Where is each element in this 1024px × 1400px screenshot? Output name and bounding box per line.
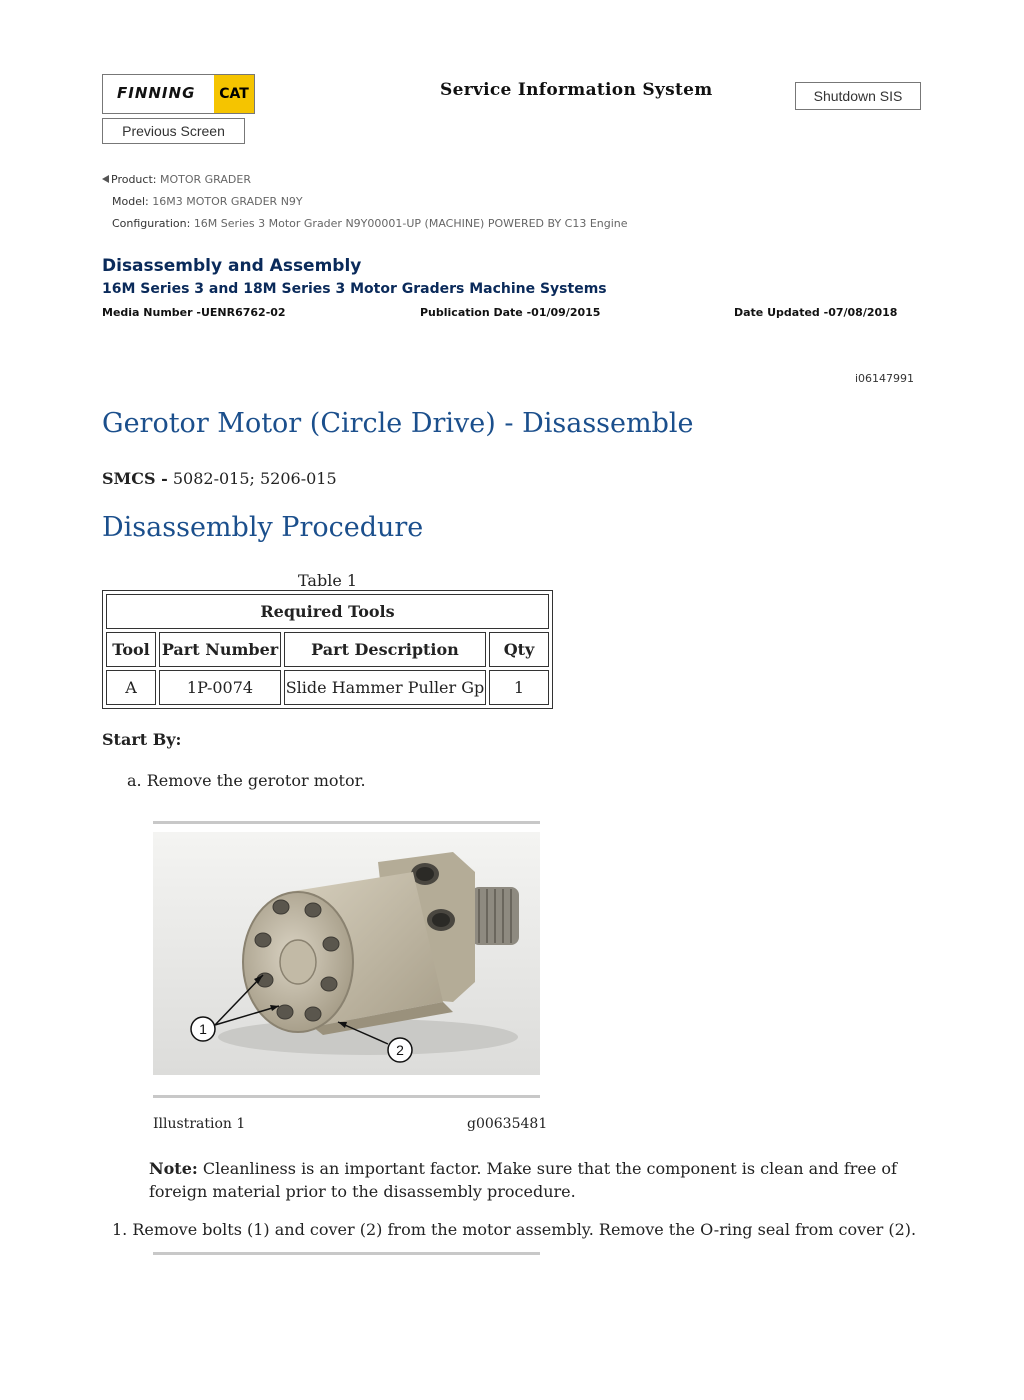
step-a: a. Remove the gerotor motor.	[127, 771, 366, 790]
start-by-label: Start By:	[102, 730, 182, 749]
table-header-part-number: Part Number	[159, 632, 281, 667]
step-1: 1. Remove bolts (1) and cover (2) from the motor assembly. Remove the O-ring seal from cover (2).	[112, 1220, 917, 1239]
product-label: Product:	[111, 173, 157, 186]
callout-1: 1	[199, 1021, 207, 1037]
table-cell-qty: 1	[489, 670, 549, 705]
publication-date: Publication Date -01/09/2015	[420, 306, 601, 319]
table-caption: Table 1	[298, 571, 358, 590]
table-cell-part-number: 1P-0074	[159, 670, 281, 705]
finning-logo-text: FINNING	[117, 84, 196, 102]
manual-subtitle: 16M Series 3 and 18M Series 3 Motor Graders Machine Systems	[102, 281, 607, 297]
previous-screen-button[interactable]: Previous Screen	[102, 118, 245, 144]
table-cell-part-description: Slide Hammer Puller Gp	[284, 670, 486, 705]
table-title: Required Tools	[106, 594, 549, 629]
model-label: Model:	[112, 195, 149, 208]
document-id: i06147991	[855, 372, 915, 385]
gerotor-motor-illustration	[153, 832, 540, 1075]
product-line	[102, 173, 251, 186]
illustration-top-rule	[153, 821, 540, 824]
model-value: 16M3 MOTOR GRADER N9Y	[152, 195, 303, 208]
callout-2: 2	[396, 1042, 404, 1058]
next-illustration-top-rule	[153, 1252, 540, 1255]
configuration-line	[112, 217, 628, 230]
configuration-value: 16M Series 3 Motor Grader N9Y00001-UP (MACHINE) POWERED BY C13 Engine	[193, 217, 628, 230]
table-cell-tool: A	[106, 670, 156, 705]
cleanliness-note	[149, 1157, 929, 1203]
section-heading: Disassembly and Assembly	[102, 256, 362, 276]
sis-title: Service Information System	[440, 80, 713, 100]
date-updated: Date Updated -07/08/2018	[734, 306, 898, 319]
configuration-label: Configuration:	[112, 217, 191, 230]
illustration-bottom-rule	[153, 1095, 540, 1098]
table-header-part-description: Part Description	[284, 632, 486, 667]
illustration-id: g00635481	[467, 1116, 548, 1132]
note-label: Note:	[149, 1159, 198, 1178]
cat-logo-text: CAT	[214, 75, 254, 113]
illustration-caption: Illustration 1	[153, 1116, 246, 1132]
media-number: Media Number -UENR6762-02	[102, 306, 286, 319]
smcs-line	[102, 469, 337, 488]
back-arrow-icon[interactable]	[102, 175, 109, 183]
product-value: MOTOR GRADER	[159, 173, 251, 186]
table-row	[106, 670, 549, 705]
procedure-heading: Disassembly Procedure	[102, 512, 424, 543]
page-title: Gerotor Motor (Circle Drive) - Disassemble	[102, 408, 694, 439]
finning-cat-logo	[102, 74, 255, 114]
model-line	[112, 195, 303, 208]
smcs-label: SMCS -	[102, 469, 168, 488]
table-header-qty: Qty	[489, 632, 549, 667]
shutdown-sis-button[interactable]: Shutdown SIS	[795, 82, 921, 110]
note-text: Cleanliness is an important factor. Make sure that the component is clean and free of foreign material prior to the disassembly procedure.	[149, 1159, 897, 1201]
smcs-value: 5082-015; 5206-015	[172, 469, 337, 488]
table-header-tool: Tool	[106, 632, 156, 667]
required-tools-table	[102, 590, 553, 709]
